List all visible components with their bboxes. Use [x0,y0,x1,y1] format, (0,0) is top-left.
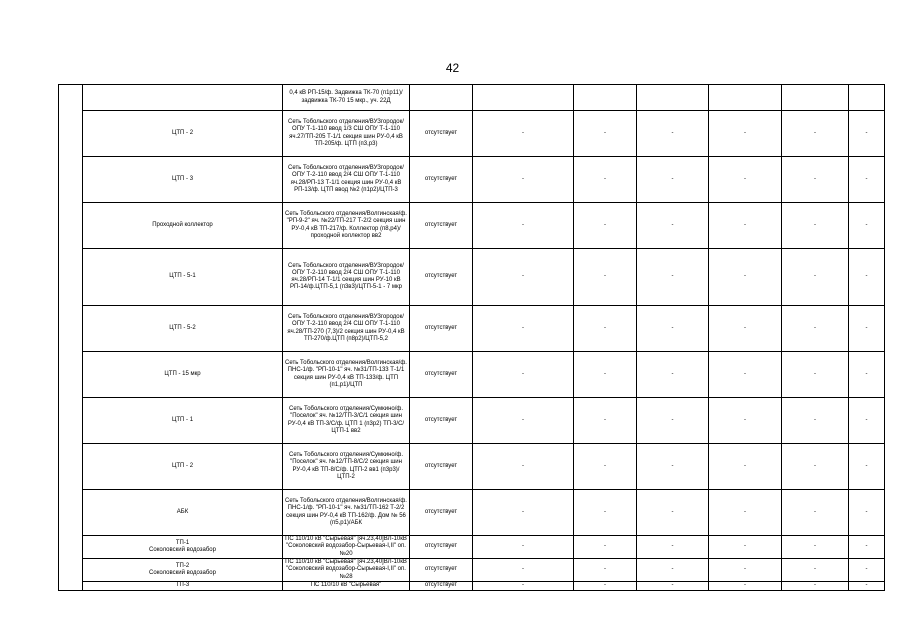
page-number: 42 [445,61,460,75]
value-cell: - [473,490,574,536]
object-name-cell: ЦТП - 5-2 [83,306,283,352]
value-cell: - [782,306,849,352]
value-cell: - [782,582,849,591]
value-cell: - [637,306,709,352]
value-cell: - [782,111,849,157]
value-cell: - [637,157,709,203]
value-cell [637,85,709,111]
value-cell: - [849,203,885,249]
source-cell: ПС 110/10 кВ "Сырьевая" [яч.23,40]ВЛ-10кВ "Соколовский водозабор-Сырьевая-I,II" оп.№28 [283,559,410,582]
status-cell [410,85,473,111]
value-cell [574,85,637,111]
source-cell: ПС 110/10 кВ "Сырьевая" [283,582,410,591]
status-cell: отсутствует [410,559,473,582]
value-cell: - [849,249,885,306]
value-cell: - [849,306,885,352]
data-table [58,84,885,591]
value-cell: - [473,157,574,203]
object-name-cell: Проходной коллектор [83,203,283,249]
table-row [59,536,885,559]
table-row [59,582,885,591]
value-cell: - [709,203,782,249]
value-cell: - [782,203,849,249]
value-cell: - [574,352,637,398]
value-cell: - [637,559,709,582]
value-cell: - [574,157,637,203]
value-cell: - [782,490,849,536]
status-cell: отсутствует [410,306,473,352]
value-cell: - [637,352,709,398]
object-name-cell [83,85,283,111]
object-name-cell: АБК [83,490,283,536]
value-cell [709,85,782,111]
value-cell: - [574,111,637,157]
value-cell: - [709,111,782,157]
table-row [59,444,885,490]
status-cell: отсутствует [410,398,473,444]
status-cell: отсутствует [410,111,473,157]
value-cell: - [637,249,709,306]
value-cell: - [637,582,709,591]
value-cell: - [849,490,885,536]
value-cell: - [473,306,574,352]
object-name-cell: ЦТП - 2 [83,444,283,490]
status-cell: отсутствует [410,249,473,306]
value-cell: - [473,444,574,490]
value-cell: - [637,203,709,249]
source-cell: Сеть Тобольского отделения/ВУЗгородок/ОПУ Т-2-110 ввод 2/4 СШ ОПУ Т-1-110 яч.28/РП-13 Т-1/1 секция шин РУ-0,4 кВ РП-13/ф. ЦТП ввод №2 (п1р2)/ЦТП-3 [283,157,410,203]
source-cell: Сеть Тобольского отделения/Волгинская/ф. ПНС-1/ф. "РП-10-1" яч. №31/ТП-162 Т-2/2 секция шин РУ-0,4 кВ ТП-162/ф. Дом № 56 (п5,р1)/АБК [283,490,410,536]
value-cell [849,85,885,111]
value-cell: - [709,559,782,582]
source-cell: Сеть Тобольского отделения/ВУЗгородок/ОПУ Т-1-110 ввод 1/3 СШ ОПУ Т-1-110 яч.27/ТП-205 Т-1/1 секция шин РУ-0,4 кВ ТП-205/ф. ЦТП (п3,р3) [283,111,410,157]
value-cell: - [849,536,885,559]
value-cell: - [849,352,885,398]
table-row [59,111,885,157]
status-cell: отсутствует [410,536,473,559]
table-row [59,398,885,444]
value-cell: - [574,559,637,582]
value-cell: - [709,536,782,559]
value-cell: - [709,398,782,444]
source-cell: Сеть Тобольского отделения/Сумкино/ф. "Поселок" яч. №12/ТП-3/С/1 секция шин РУ-0,4 кВ ТП-3/С/ф. ЦТП 1 (п3р2) ТП-3/С/ЦТП-1 вв2 [283,398,410,444]
value-cell [782,85,849,111]
value-cell: - [473,249,574,306]
status-cell: отсутствует [410,352,473,398]
value-cell: - [849,582,885,591]
value-cell: - [782,157,849,203]
status-cell: отсутствует [410,157,473,203]
value-cell: - [709,352,782,398]
value-cell: - [473,536,574,559]
value-cell: - [637,398,709,444]
value-cell: - [782,352,849,398]
table-row [59,352,885,398]
table-row [59,85,885,111]
value-cell: - [849,157,885,203]
object-name-cell: ЦТП - 15 мкр [83,352,283,398]
value-cell [473,85,574,111]
value-cell: - [709,306,782,352]
value-cell: - [637,444,709,490]
object-name-cell: ТП-2 Соколовский водозабор [83,559,283,582]
value-cell: - [574,203,637,249]
value-cell: - [574,398,637,444]
object-name-cell: ТП-3 [83,582,283,591]
value-cell: - [574,490,637,536]
value-cell: - [574,249,637,306]
value-cell: - [637,490,709,536]
value-cell: - [574,536,637,559]
value-cell: - [782,249,849,306]
object-name-cell: ЦТП - 3 [83,157,283,203]
value-cell: - [473,559,574,582]
source-cell: Сеть Тобольского отделения/ВУЗгородок/ОПУ Т-2-110 ввод 2/4 СШ ОПУ Т-1-110 яч.28/ТП-270 (7,3)/2 секция шин РУ-0,4 кВ ТП-270/ф.ЦТП (п8р2)/ЦТП-5,2 [283,306,410,352]
value-cell: - [574,582,637,591]
value-cell: - [709,444,782,490]
value-cell: - [782,559,849,582]
value-cell: - [637,536,709,559]
value-cell: - [849,111,885,157]
status-cell: отсутствует [410,490,473,536]
value-cell: - [782,444,849,490]
source-cell: ПС 110/10 кВ "Сырьевая" [яч.23,40]ВЛ-10кВ "Соколовский водозабор-Сырьевая-I,II" оп.№20 [283,536,410,559]
table-body [59,85,885,591]
source-cell: Сеть Тобольского отделения/Сумкино/ф. "Поселок" яч. №12/ТП-8/С/2 секция шин РУ-0,4 кВ ТП-8/С/ф. ЦТП-2 вв1 (п3р3)/ЦТП-2 [283,444,410,490]
value-cell: - [709,249,782,306]
table-row [59,203,885,249]
value-cell: - [637,111,709,157]
value-cell: - [473,352,574,398]
source-cell: Сеть Тобольского отделения/Волгинская/ф. "РП-9-2" яч. №22/ТП-217 Т-2/2 секция шин РУ-0,4 кВ ТП-217/ф. Коллектор (п8,р4)/проходной коллектор вв2 [283,203,410,249]
empty-cell [59,85,83,591]
status-cell: отсутствует [410,444,473,490]
table-row [59,306,885,352]
value-cell: - [849,559,885,582]
value-cell: - [473,398,574,444]
table-row [59,490,885,536]
source-cell: Сеть Тобольского отделения/Волгинская/ф. ПНС-1/ф. "РП-10-1" яч. №31/ТП-133 Т-1/1 секция шин РУ-0,4 кВ ТП-133/ф. ЦТП (п1,р1)/ЦТП [283,352,410,398]
value-cell: - [473,582,574,591]
source-cell: 0,4 кВ РП-15/ф. Задвижка ТК-70 (п1р11)/задвижка ТК-70 15 мкр., уч. 22Д [283,85,410,111]
value-cell: - [709,582,782,591]
table-row [59,249,885,306]
object-name-cell: ТП-1 Соколовский водозабор [83,536,283,559]
value-cell: - [709,157,782,203]
status-cell: отсутствует [410,203,473,249]
value-cell: - [473,111,574,157]
value-cell: - [849,444,885,490]
value-cell: - [473,203,574,249]
value-cell: - [574,444,637,490]
value-cell: - [849,398,885,444]
table-row [59,559,885,582]
value-cell: - [574,306,637,352]
value-cell: - [782,398,849,444]
status-cell: отсутствует [410,582,473,591]
table-row [59,157,885,203]
source-cell: Сеть Тобольского отделения/ВУЗгородок/ОПУ Т-2-110 ввод 2/4 СШ ОПУ Т-1-110 яч.28/РП-14 Т-1/1 секция шин РУ-10 кВ РП-14/ф.ЦТП-5,1 (п3в3)/ЦТП-5-1 - 7 мкр [283,249,410,306]
value-cell: - [782,536,849,559]
object-name-cell: ЦТП - 5-1 [83,249,283,306]
object-name-cell: ЦТП - 1 [83,398,283,444]
object-name-cell: ЦТП - 2 [83,111,283,157]
value-cell: - [709,490,782,536]
